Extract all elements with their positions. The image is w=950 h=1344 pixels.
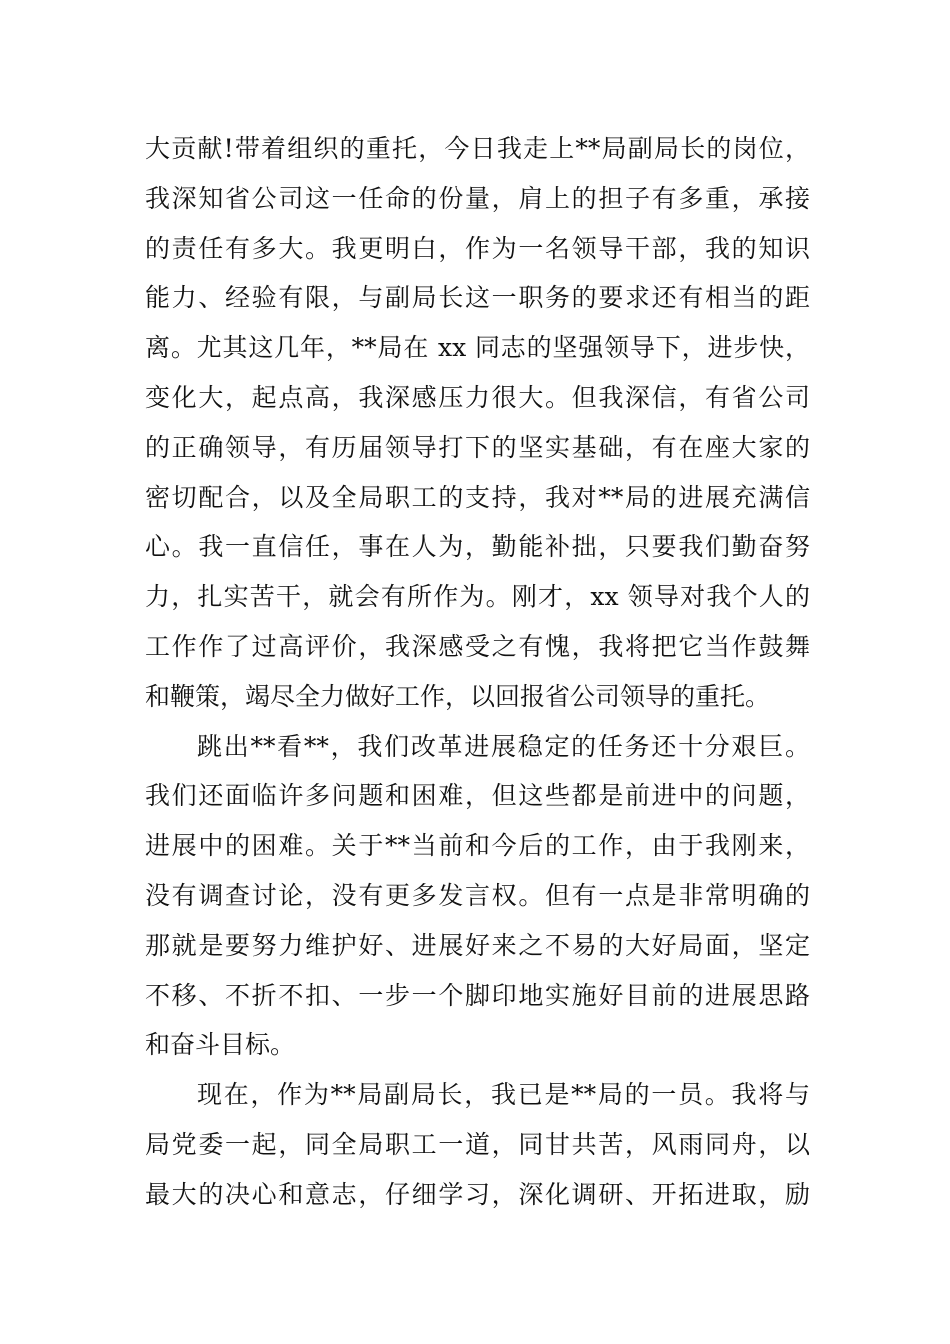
paragraph-2-line-3: 进展中的困难。关于**当前和今后的工作，由于我刚来，	[145, 831, 810, 861]
paragraph-1-line-12: 和鞭策，竭尽全力做好工作，以回报省公司领导的重托。	[145, 681, 771, 711]
paragraph-2-line-6: 不移、不折不扣、一步一个脚印地实施好目前的进展思路	[145, 980, 810, 1010]
paragraph-2-line-1: 跳出**看**，我们改革进展稳定的任务还十分艰巨。	[197, 731, 810, 761]
paragraph-2-line-2: 我们还面临许多问题和困难，但这些都是前进中的问题，	[145, 781, 810, 811]
paragraph-1-line-1: 大贡献!带着组织的重托，今日我走上**局副局长的岗位，	[145, 134, 810, 163]
paragraph-1-line-8: 密切配合，以及全局职工的支持，我对**局的进展充满信	[145, 482, 810, 512]
paragraph-2-line-7: 和奋斗目标。	[145, 1030, 296, 1060]
paragraph-1-line-2: 我深知省公司这一任命的份量，肩上的担子有多重，承接	[145, 183, 810, 213]
document-body	[145, 124, 810, 1220]
paragraph-1-line-9: 心。我一直信任，事在人为，勤能补拙，只要我们勤奋努	[145, 532, 810, 562]
paragraph-3-line-3: 最大的决心和意志，仔细学习，深化调研、开拓进取，励	[145, 1179, 810, 1209]
paragraph-1-line-3: 的责任有多大。我更明白，作为一名领导干部，我的知识	[145, 233, 810, 263]
paragraph-1-line-10: 力，扎实苦干，就会有所作为。刚才，xx 领导对我个人的	[145, 582, 810, 612]
paragraph-2-line-5: 那就是要努力维护好、进展好来之不易的大好局面，坚定	[145, 930, 810, 960]
paragraph-1-line-5: 离。尤其这几年，**局在 xx 同志的坚强领导下，进步快，	[145, 333, 810, 363]
paragraph-3-line-1: 现在，作为**局副局长，我已是**局的一员。我将与	[197, 1080, 810, 1110]
paragraph-1-line-4: 能力、经验有限，与副局长这一职务的要求还有相当的距	[145, 283, 810, 313]
paragraph-2-line-4: 没有调查讨论，没有更多发言权。但有一点是非常明确的	[145, 880, 810, 910]
paragraph-1-line-7: 的正确领导，有历届领导打下的坚实基础，有在座大家的	[145, 432, 810, 462]
paragraph-1-line-11: 工作作了过高评价，我深感受之有愧，我将把它当作鼓舞	[145, 631, 810, 661]
paragraph-1-line-6: 变化大，起点高，我深感压力很大。但我深信，有省公司	[145, 382, 810, 412]
paragraph-3-line-2: 局党委一起，同全局职工一道，同甘共苦，风雨同舟，以	[145, 1129, 810, 1159]
